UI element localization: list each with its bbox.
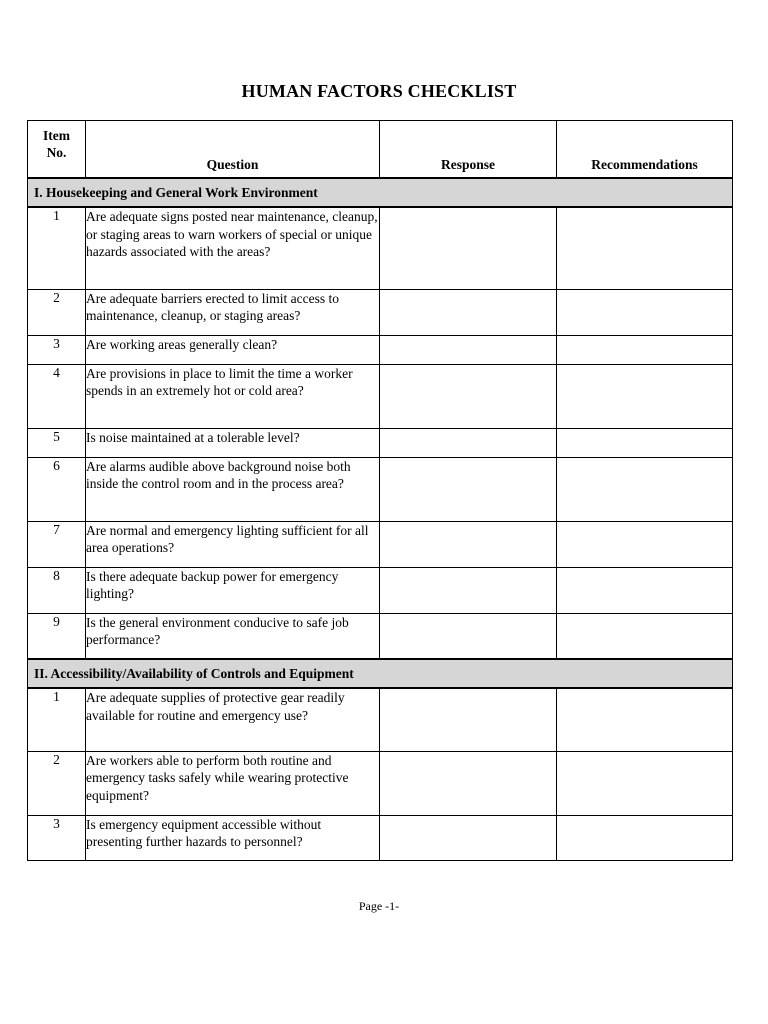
response-cell[interactable] bbox=[380, 335, 557, 364]
item-number: 4 bbox=[28, 364, 86, 428]
response-cell[interactable] bbox=[380, 364, 557, 428]
recommendations-cell[interactable] bbox=[557, 815, 733, 860]
recommendations-cell[interactable] bbox=[557, 567, 733, 613]
table-row bbox=[28, 289, 733, 335]
question-text: Are adequate signs posted near maintenance, cleanup, or staging areas to warn workers of special or unique hazards associated with the areas? bbox=[86, 207, 380, 289]
section-title: II. Accessibility/Availability of Controls and Equipment bbox=[28, 659, 733, 688]
item-number: 9 bbox=[28, 613, 86, 659]
recommendations-cell[interactable] bbox=[557, 364, 733, 428]
question-text: Are workers able to perform both routine and emergency tasks safely while wearing protective equipment? bbox=[86, 751, 380, 815]
recommendations-header: Recommendations bbox=[557, 121, 733, 179]
response-header: Response bbox=[380, 121, 557, 179]
item-number: 7 bbox=[28, 521, 86, 567]
response-cell[interactable] bbox=[380, 521, 557, 567]
question-text: Are adequate supplies of protective gear readily available for routine and emergency use? bbox=[86, 688, 380, 751]
question-header: Question bbox=[86, 121, 380, 179]
response-cell[interactable] bbox=[380, 613, 557, 659]
item-number: 3 bbox=[28, 815, 86, 860]
response-cell[interactable] bbox=[380, 751, 557, 815]
recommendations-cell[interactable] bbox=[557, 289, 733, 335]
checklist-table bbox=[27, 120, 733, 861]
response-cell[interactable] bbox=[380, 688, 557, 751]
recommendations-cell[interactable] bbox=[557, 428, 733, 457]
response-cell[interactable] bbox=[380, 428, 557, 457]
question-text: Is the general environment conducive to safe job performance? bbox=[86, 613, 380, 659]
table-row bbox=[28, 457, 733, 521]
page-number: Page -1- bbox=[358, 899, 400, 913]
item-number: 5 bbox=[28, 428, 86, 457]
section-header-row bbox=[28, 178, 733, 207]
table-header-row bbox=[28, 121, 733, 179]
table-row bbox=[28, 364, 733, 428]
recommendations-cell[interactable] bbox=[557, 457, 733, 521]
recommendations-cell[interactable] bbox=[557, 335, 733, 364]
item-number-header bbox=[28, 121, 86, 179]
question-text: Is emergency equipment accessible without presenting further hazards to personnel? bbox=[86, 815, 380, 860]
item-number: 2 bbox=[28, 289, 86, 335]
table-row bbox=[28, 335, 733, 364]
item-number: 2 bbox=[28, 751, 86, 815]
table-row bbox=[28, 751, 733, 815]
table-row bbox=[28, 815, 733, 860]
question-text: Is there adequate backup power for emergency lighting? bbox=[86, 567, 380, 613]
recommendations-cell[interactable] bbox=[557, 521, 733, 567]
table-row bbox=[28, 567, 733, 613]
item-header-line1: Item bbox=[43, 128, 70, 143]
recommendations-cell[interactable] bbox=[557, 751, 733, 815]
question-text: Is noise maintained at a tolerable level? bbox=[86, 428, 380, 457]
section-title: I. Housekeeping and General Work Environment bbox=[28, 178, 733, 207]
table-row bbox=[28, 207, 733, 289]
item-header-line2: No. bbox=[46, 145, 67, 160]
item-number: 1 bbox=[28, 207, 86, 289]
section-header-row bbox=[28, 659, 733, 688]
response-cell[interactable] bbox=[380, 457, 557, 521]
table-row bbox=[28, 521, 733, 567]
response-cell[interactable] bbox=[380, 207, 557, 289]
question-text: Are normal and emergency lighting sufficient for all area operations? bbox=[86, 521, 380, 567]
table-row bbox=[28, 613, 733, 659]
item-number: 6 bbox=[28, 457, 86, 521]
question-text: Are adequate barriers erected to limit access to maintenance, cleanup, or staging areas? bbox=[86, 289, 380, 335]
item-number: 8 bbox=[28, 567, 86, 613]
recommendations-cell[interactable] bbox=[557, 688, 733, 751]
question-text: Are alarms audible above background noise both inside the control room and in the process area? bbox=[86, 457, 380, 521]
table-row bbox=[28, 688, 733, 751]
document-title: HUMAN FACTORS CHECKLIST bbox=[241, 81, 517, 101]
response-cell[interactable] bbox=[380, 815, 557, 860]
item-number: 3 bbox=[28, 335, 86, 364]
item-number: 1 bbox=[28, 688, 86, 751]
recommendations-cell[interactable] bbox=[557, 207, 733, 289]
response-cell[interactable] bbox=[380, 567, 557, 613]
table-row bbox=[28, 428, 733, 457]
response-cell[interactable] bbox=[380, 289, 557, 335]
question-text: Are provisions in place to limit the time a worker spends in an extremely hot or cold area? bbox=[86, 364, 380, 428]
recommendations-cell[interactable] bbox=[557, 613, 733, 659]
question-text: Are working areas generally clean? bbox=[86, 335, 380, 364]
